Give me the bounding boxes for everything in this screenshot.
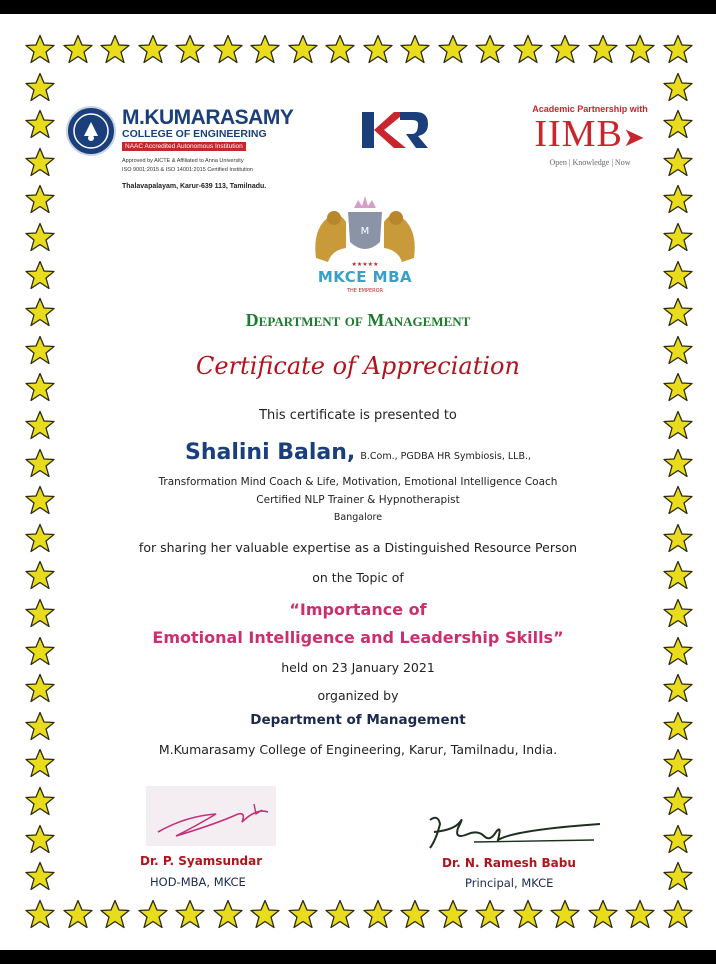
border-star-icon (400, 34, 430, 64)
college-address: Thalavapalayam, Karur-639 113, Tamilnadu. (122, 183, 267, 190)
border-star-icon (663, 260, 693, 290)
iimb-partnership-text: Academic Partnership with (532, 104, 648, 114)
recipient-role-2: Certified NLP Trainer & Hypnotherapist (256, 494, 460, 506)
college-subtitle: COLLEGE OF ENGINEERING (122, 128, 267, 140)
iimb-logo (520, 104, 660, 174)
college-name: M.KUMARASAMY (122, 106, 294, 129)
border-star-icon (325, 34, 355, 64)
lion-crest-icon (302, 188, 428, 268)
border-star-icon (250, 899, 280, 929)
signature-principal-image (424, 810, 604, 854)
topic-line-1: “Importance of (289, 600, 427, 619)
border-star-icon (138, 34, 168, 64)
border-star-icon (363, 34, 393, 64)
iimb-mark (520, 114, 660, 158)
border-star-icon (25, 899, 55, 929)
border-star-icon (513, 899, 543, 929)
border-star-icon (363, 899, 393, 929)
border-star-icon (513, 34, 543, 64)
reason-text: for sharing her valuable expertise as a Distinguished Resource Person (138, 540, 578, 555)
border-star-icon (475, 899, 505, 929)
presented-to-text: This certificate is presented to (259, 408, 457, 423)
certificate-page (0, 14, 716, 950)
border-star-icon (25, 184, 55, 214)
signatory-1-name: Dr. P. Syamsundar (140, 854, 263, 868)
border-star-icon (25, 147, 55, 177)
certificate-title: Certificate of Appreciation (196, 352, 520, 380)
naac-badge: NAAC Accredited Autonomous Institution (122, 142, 246, 151)
recipient-name: Shalini Balan, (184, 440, 356, 465)
organized-by-text: organized by (317, 688, 399, 703)
border-star-icon (100, 34, 130, 64)
border-star-icon (475, 34, 505, 64)
border-star-icon (138, 899, 168, 929)
border-star-icon (25, 861, 55, 891)
border-star-icon (100, 899, 130, 929)
border-star-icon (663, 72, 693, 102)
svg-text:M: M (360, 226, 370, 237)
border-star-icon (63, 899, 93, 929)
border-star-icon (663, 34, 693, 64)
border-star-icon (625, 899, 655, 929)
svg-text:★★★★★: ★★★★★ (351, 261, 379, 268)
topic-line-2: Emotional Intelligence and Leadership Skills” (152, 628, 564, 647)
border-star-icon (25, 72, 55, 102)
mba-crest-text: MKCE MBA (317, 268, 413, 286)
border-star-icon (250, 34, 280, 64)
border-star-icon (63, 34, 93, 64)
border-star-icon (25, 109, 55, 139)
border-star-icon (288, 899, 318, 929)
border-star-icon (25, 786, 55, 816)
border-star-icon (663, 222, 693, 252)
iimb-arrow-icon: ➤ (622, 123, 646, 153)
border-star-icon (438, 34, 468, 64)
signatory-1-role: HOD-MBA, MKCE (150, 875, 246, 889)
kr-logo (360, 106, 430, 156)
border-star-icon (438, 899, 468, 929)
border-star-icon (213, 34, 243, 64)
border-star-icon (588, 899, 618, 929)
border-star-icon (588, 34, 618, 64)
topic-intro: on the Topic of (312, 570, 404, 585)
border-star-icon (400, 899, 430, 929)
border-star-icon (213, 899, 243, 929)
mkce-logo (66, 106, 296, 196)
border-star-icon (288, 34, 318, 64)
mba-crest-subtext: THE EMPEROR (346, 288, 384, 294)
recipient-qualifications: B.Com., PGDBA HR Symbiosis, LLB., (360, 451, 532, 462)
iimb-tagline: Open | Knowledge | Now (549, 158, 631, 167)
border-star-icon (663, 109, 693, 139)
held-on-date: held on 23 January 2021 (281, 660, 435, 675)
border-star-icon (663, 824, 693, 854)
border-star-icon (663, 147, 693, 177)
iso-text: ISO 9001:2015 & ISO 14001:2015 Certified Institution (122, 167, 253, 173)
border-star-icon (25, 222, 55, 252)
organizer-name: Department of Management (250, 712, 466, 728)
border-star-icon (550, 899, 580, 929)
recipient-line (0, 440, 716, 465)
recipient-city: Bangalore (333, 512, 383, 523)
approval-text: Approved by AICTE & Affiliated to Anna University (122, 158, 244, 164)
iimb-text: IIMB (534, 113, 623, 155)
border-star-icon (25, 824, 55, 854)
border-star-icon (175, 899, 205, 929)
recipient-role-1: Transformation Mind Coach & Life, Motivation, Emotional Intelligence Coach (158, 476, 558, 488)
border-star-icon (663, 184, 693, 214)
signatory-2-role: Principal, MKCE (465, 876, 554, 890)
mba-crest-logo (302, 188, 428, 300)
border-star-icon (25, 260, 55, 290)
border-star-icon (550, 34, 580, 64)
border-star-icon (625, 34, 655, 64)
border-star-icon (663, 786, 693, 816)
signatory-2-name: Dr. N. Ramesh Babu (442, 856, 576, 870)
institution-text: M.Kumarasamy College of Engineering, Karur, Tamilnadu, India. (158, 742, 558, 757)
border-star-icon (663, 861, 693, 891)
border-star-icon (325, 899, 355, 929)
border-star-icon (25, 34, 55, 64)
college-seal-icon (66, 106, 116, 156)
department-heading: Department of Management (245, 310, 471, 330)
border-star-icon (663, 899, 693, 929)
border-star-icon (175, 34, 205, 64)
signature-hod-image (146, 786, 276, 846)
